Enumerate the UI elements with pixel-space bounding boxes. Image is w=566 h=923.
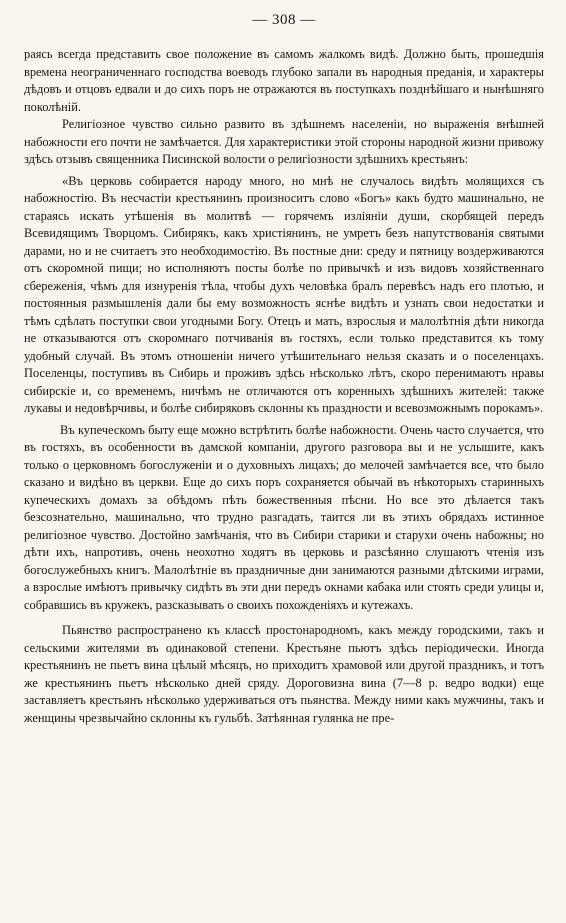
- body-text: [24, 46, 544, 727]
- paragraph-drunkenness: Пьянство распространено къ классѣ простонародномъ, какъ между городскими, такъ и сельскими жителями въ одинаковой степени. Крестьяне пьютъ здѣсь періодически. Иногда крестьянинъ не пьетъ вина цѣлый мѣсяцъ, но приходитъ храмовой или другой праздникъ, и тотъ же крестьянинъ пьетъ нѣсколько дней сряду. Дороговизна вина (7—8 р. ведро водки) еще заставляетъ крестьянъ нѣсколько удерживаться отъ пьянства. Между ними какъ мужчины, такъ и женщины чрезвычайно склонны къ гульбѣ. Затѣянная гулянка не пре-: [24, 623, 544, 725]
- quote-priest-testimony: «Въ церковь собирается народу много, но мнѣ не случалось видѣть молящихся съ набожностію. Въ несчастіи крестьянинъ произноситъ слово «Богъ» какъ будто машинально, не стараясь искать утѣшенія въ молитвѣ — горячемъ изліяніи души, скорбящей передъ Всевидящимъ Творцомъ. Сибирякъ, какъ христіянинъ, не умретъ безъ напутствованія святыми дарами, но и не считаетъ это необходимостію. Въ постные дни: среду и пятницу воздерживаются отъ скоромной пищи; но исполняютъ посты болѣе по привычкѣ и изъ видовъ хозяйственнаго сбереженія, чѣмъ для изнуренія тѣла, чтобы духъ человѣка бралъ перевѣсъ надъ его плотью, и постоянныя размышленія дали бы ему возможность яснѣе видѣть и узнать свои недостатки и тѣмъ сдѣлать поступки свои угодными Богу. Отецъ и мать, взрослыя и малолѣтнія дѣти никогда не отказываются отъ скоромнаго потчиванія въ гостяхъ, если только представится къ тому удобный случай. Въ этомъ отношеніи ничего утѣшительнаго нельзя сказать и о поселенцахъ. Поселенцы, поступивъ въ Сибирь и проживъ здѣсь нѣсколько лѣтъ, скоро перенимаютъ нравы сибирскіе и, со временемъ, ничѣмъ не отличаются отъ коренныхъ здѣшнихъ жителей: также лукавы и недовѣрчивы, и болѣе сибиряковъ склонны къ праздности и всевозможнымъ порокамъ».: [24, 173, 544, 415]
- paragraph-merchant-piety: Въ купеческомъ быту еще можно встрѣтить болѣе набожности. Очень часто случается, что въ гостяхъ, въ особенности въ дамской компаніи, другого разговора вы и не услышите, какъ только о церковномъ богослуженіи и о духовныхъ лицахъ; до мелочей замѣчается все, что было сказано и видѣно въ церкви. Еще до сихъ поръ сохраняется обычай въ нѣкоторыхъ старинныхъ купеческихъ домахъ за обѣдомъ пѣть божественныя пѣсни. Но все это дѣлается такъ безсознательно, машинально, что трудно разгадать, таится ли въ этихъ обрядахъ истинное религіозное чувство. Достойно замѣчанія, что въ Сибири старики и старухи очень набожны; но дѣти ихъ, напротивъ, очень неохотно ходятъ въ церковь и разсѣянно слушаютъ чтенія изъ богослужебныхъ книгъ. Малолѣтніе въ праздничные дни занимаются разными дѣтскими играми, а взрослые имѣютъ привычку сидѣть въ эти дни передъ окнами кабака или стоять среди улицы и, собравшись въ кружекъ, разсказывать о своихъ похожденіяхъ и кутежахъ.: [24, 422, 544, 612]
- paragraph-religious-feeling: Религіозное чувство сильно развито въ здѣшнемъ населеніи, но выраженія внѣшней набожности его почти не замѣчается. Для характеристики этой стороны народной жизни привожу здѣсь отзывъ священника Писинской волости о религіозности здѣшнихъ крестьянъ:: [24, 117, 544, 166]
- page-number: — 308 —: [252, 12, 316, 28]
- paragraph-continuation: раясь всегда представить свое положение въ самомъ жалкомъ видѣ. Должно быть, прошедшія времена неограниченнаго господства воеводъ глубоко запали въ народныя преданія, и характеры дѣдовъ и отцовъ едвали и до сихъ поръ не отражаются въ поступкахъ позднѣйшаго и нынѣшняго поколѣній.: [24, 47, 544, 114]
